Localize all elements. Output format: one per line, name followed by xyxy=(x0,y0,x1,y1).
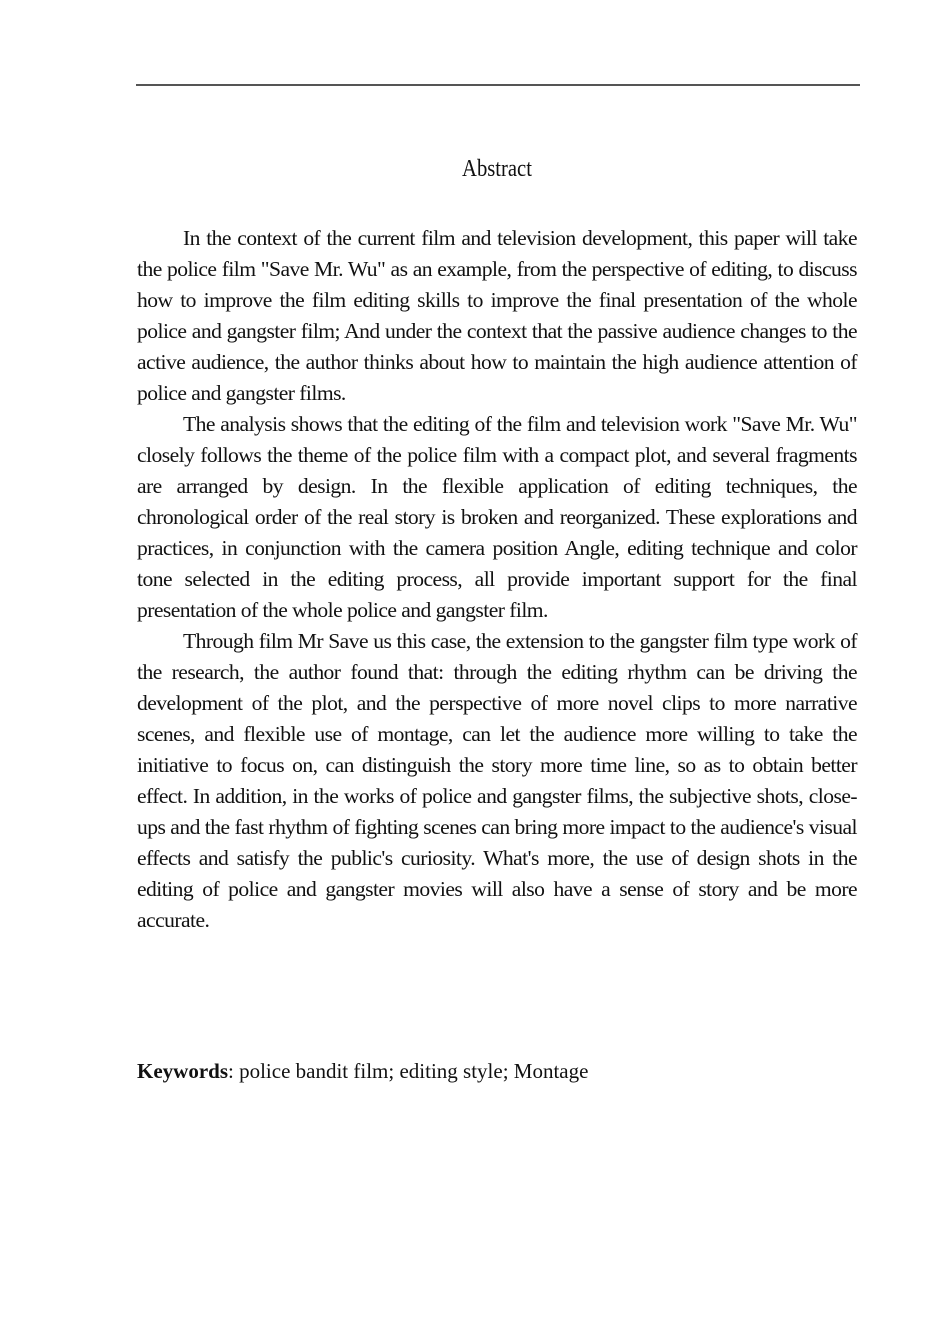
abstract-paragraph-2: The analysis shows that the editing of the film and television work "Save Mr. Wu" closely follows the theme of the police film with a compact plot, and several fragments are arranged by design. In the flexible application of editing techniques, the chronological order of the real story is broken and reorganized. These explorations and practices, in conjunction with the camera position Angle, editing technique and color tone selected in the editing process, all provide important support for the final presentation of the whole police and gangster film. xyxy=(137,412,857,622)
keywords-separator: : xyxy=(228,1059,240,1083)
keywords-line xyxy=(137,1056,588,1087)
keywords-label: Keywords xyxy=(137,1059,228,1083)
abstract-paragraph-3: Through film Mr Save us this case, the extension to the gangster film type work of the research, the author found that: through the editing rhythm can be driving the development of the plot, and the perspective of more novel clips to more narrative scenes, and flexible use of montage, can let the audience more willing to take the initiative to focus on, can distinguish the story more time line, so as to obtain better effect. In addition, in the works of police and gangster films, the subjective shots, close-ups and the fast rhythm of fighting scenes can bring more impact to the audience's visual effects and satisfy the public's curiosity. What's more, the use of design shots in the editing of police and gangster movies will also have a sense of story and be more accurate. xyxy=(137,629,857,932)
header-rule xyxy=(136,84,860,86)
abstract-paragraph-1: In the context of the current film and television development, this paper will take the police film "Save Mr. Wu" as an example, from the perspective of editing, to discuss how to improve the film editing skills to improve the final presentation of the whole police and gangster film; And under the context that the passive audience changes to the active audience, the author thinks about how to maintain the high audience attention of police and gangster films. xyxy=(137,226,857,405)
abstract-heading: Abstract xyxy=(462,156,532,182)
keywords-value: police bandit film; editing style; Montage xyxy=(239,1059,589,1083)
abstract-body xyxy=(137,223,857,936)
